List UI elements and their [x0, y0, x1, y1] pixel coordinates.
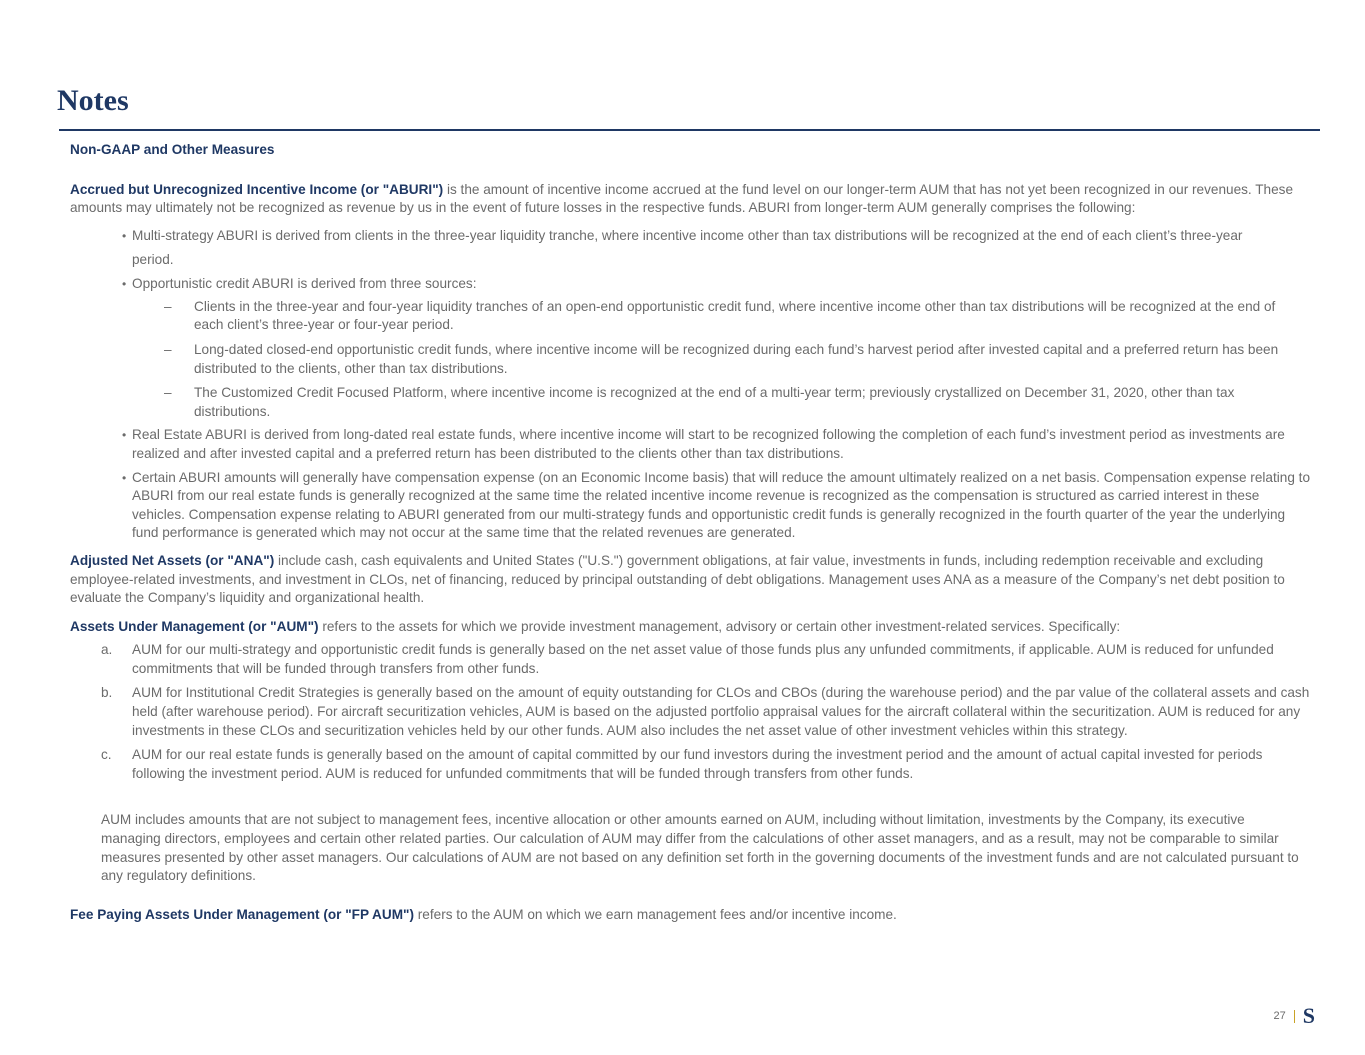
- aburi-bullet-opportunistic: Opportunistic credit ABURI is derived from three sources:: [132, 275, 477, 291]
- bullet-icon: •: [122, 276, 127, 291]
- list-letter: c.: [101, 747, 112, 763]
- aum-item-b: AUM for Institutional Credit Strategies is generally based on the amount of equity outstanding for CLOs and CBOs (during the warehouse period) and the par value of the collateral assets and cash held (after warehouse period). For aircraft securitization vehicles, AUM is based on the adjusted portfolio appraisal values for the aircraft collateral within the securitization. AUM is reduced for any investments in these CLOs and securitization vehicles held by our other funds. AUM also includes the net asset value of other investment vehicles within this strategy.: [132, 685, 1310, 738]
- title-divider: [59, 129, 1320, 131]
- fpaum-text: refers to the AUM on which we earn management fees and/or incentive income.: [414, 906, 897, 922]
- list-item: [70, 746, 1315, 783]
- list-item: [70, 272, 1315, 296]
- aum-item-c: AUM for our real estate funds is generally based on the amount of capital committed by our fund investors during the investment period and the amount of actual capital invested for periods following the investment period. AUM is reduced for unfunded commitments that will be funded through transfers from other funds.: [132, 747, 1263, 781]
- fpaum-term: Fee Paying Assets Under Management (or "FP AUM"): [70, 906, 414, 922]
- list-item: [70, 298, 1315, 335]
- dash-icon: –: [164, 298, 172, 314]
- aburi-dash-ccfp: The Customized Credit Focused Platform, where incentive income is recognized at the end of a multi-year term; previously crystallized on December 31, 2020, other than tax distributions.: [194, 385, 1235, 419]
- aburi-dash-open-end: Clients in the three-year and four-year liquidity tranches of an open-end opportunistic credit fund, where incentive income other than tax distributions will be recognized at the end of each client’s three-year or four-year period.: [194, 298, 1276, 333]
- bullet-icon: •: [122, 228, 127, 243]
- aum-note: AUM includes amounts that are not subject to management fees, incentive allocation or other amounts earned on AUM, including without limitation, investments by the Company, its executive managing directors, employees and certain other related parties. Our calculation of AUM may differ from the calculations of other asset managers, and as a result, may not be comparable to similar measures presented by other asset managers. Our calculations of AUM are not based on any definition set forth in the governing documents of the investment funds and are not calculated pursuant to any regulatory definitions.: [101, 812, 1299, 884]
- list-item: [70, 641, 1315, 678]
- aum-term: Assets Under Management (or "AUM"): [70, 618, 319, 634]
- footer-divider: [1294, 1010, 1295, 1023]
- page-number: 27: [1273, 1010, 1286, 1022]
- company-logo: S: [1302, 1003, 1315, 1028]
- aburi-term: Accrued but Unrecognized Incentive Income (or "ABURI"): [70, 181, 444, 197]
- page-footer: [1273, 1003, 1316, 1028]
- bullet-icon: •: [122, 428, 127, 443]
- ana-definition: [70, 552, 1315, 608]
- aum-definition: [70, 618, 1315, 637]
- aum-text: refers to the assets for which we provide investment management, advisory or certain other investment-related services. Specifically:: [318, 618, 1121, 634]
- dash-icon: –: [164, 341, 172, 357]
- aburi-text: is the amount of incentive income accrued at the fund level on our longer-term AUM that has not yet been recognized in our revenues. These amounts may ultimately not be recognized as revenue by us in the event of future losses in the respective funds. ABURI from longer-term AUM generally comprises the following:: [70, 181, 1294, 216]
- aburi-bullet-compensation: Certain ABURI amounts will generally have compensation expense (on an Economic Income basis) that will reduce the amount ultimately realized on a net basis. Compensation expense relating to ABURI from our real estate funds is generally recognized at the same time the related incentive income revenue is recognized as the compensation is structured as carried interest in these vehicles. Compensation expense relating to ABURI generated from our multi-strategy funds and opportunistic credit funds is generally recognized in the fourth quarter of the year the underlying fund performance is generated which may not occur at the same time that the related revenues are generated.: [132, 469, 1311, 541]
- ana-term: Adjusted Net Assets (or "ANA"): [70, 552, 275, 568]
- section-heading: Non-GAAP and Other Measures: [70, 142, 275, 157]
- bullet-icon: •: [122, 470, 127, 485]
- aburi-bullet-multistrategy: Multi-strategy ABURI is derived from clients in the three-year liquidity tranche, where incentive income other than tax distributions will be recognized at the end of each client’s three-year period.: [132, 227, 1243, 267]
- list-item: [70, 469, 1315, 543]
- list-item: [70, 426, 1315, 463]
- aum-item-a: AUM for our multi-strategy and opportunistic credit funds is generally based on the net asset value of those funds plus any unfunded commitments, if applicable. AUM is reduced for unfunded commitments that will be funded through transfers from other funds.: [132, 642, 1274, 676]
- fpaum-definition: [70, 906, 1315, 925]
- aburi-definition: [70, 181, 1315, 218]
- dash-icon: –: [164, 385, 172, 401]
- notes-body: [70, 140, 1315, 924]
- aburi-bullet-real-estate: Real Estate ABURI is derived from long-dated real estate funds, where incentive income will start to be recognized following the completion of each fund’s investment period as investments are realized and after invested capital and a preferred return has been distributed to the clients other than tax distributions.: [132, 427, 1285, 461]
- list-item: [70, 341, 1315, 378]
- list-letter: a.: [101, 642, 113, 658]
- list-letter: b.: [101, 685, 113, 701]
- ana-text: include cash, cash equivalents and United States ("U.S.") government obligations, at fair value, investments in funds, including redemption receivable and excluding employee-related investments, and investment in CLOs, net of financing, reduced by principal outstanding of debt obligations. Management uses ANA as a measure of the Company’s net debt position to evaluate the Company’s liquidity and organizational health.: [70, 552, 1285, 606]
- list-item: [70, 224, 1315, 272]
- list-item: [70, 384, 1315, 421]
- list-item: [70, 684, 1315, 740]
- page-title: Notes: [57, 84, 129, 117]
- aburi-dash-closed-end: Long-dated closed-end opportunistic credit funds, where incentive income will be recognized during each fund’s harvest period after invested capital and a preferred return has been distributed to the clients, other than tax distributions.: [194, 341, 1279, 376]
